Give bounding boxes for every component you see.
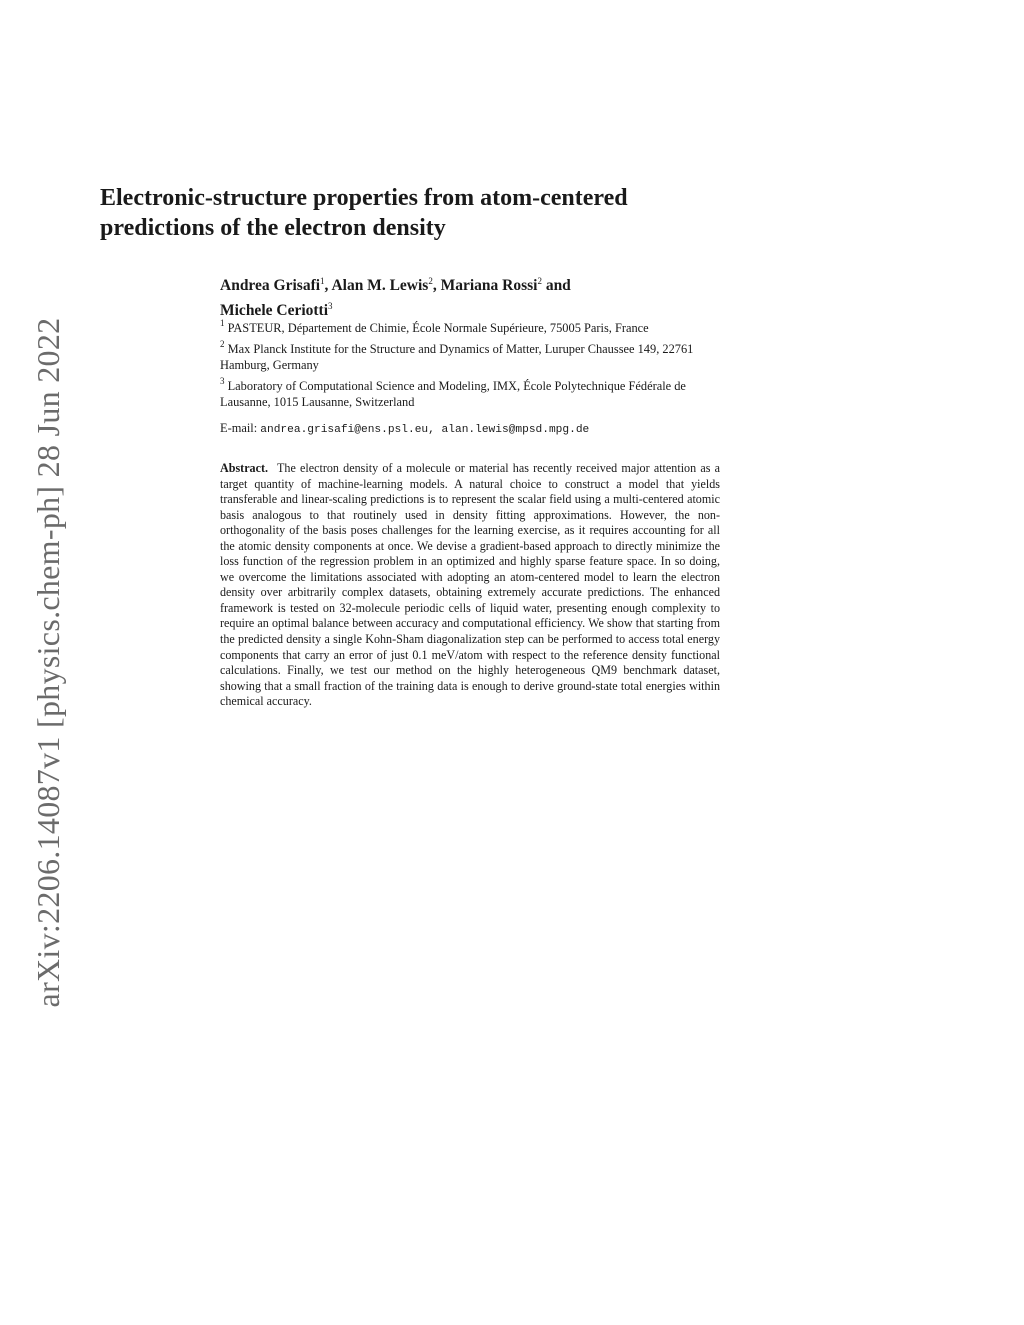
email-line [220, 420, 730, 438]
author-name: Alan M. Lewis [331, 277, 429, 294]
author-affil-mark: 3 [328, 301, 333, 311]
email-label: E-mail: [220, 421, 258, 435]
author-name: Andrea Grisafi [220, 277, 321, 294]
author-affil-mark: 2 [428, 276, 433, 286]
author [331, 277, 432, 294]
affiliation-number: 1 [220, 318, 225, 328]
author [441, 277, 542, 294]
affiliation-list [220, 315, 730, 410]
email-addresses: andrea.grisafi@ens.psl.eu, alan.lewis@mpsd.mpg.de [260, 424, 590, 436]
author-affil-mark: 1 [320, 276, 325, 286]
author-list [220, 271, 740, 321]
author-name: Michele Ceriotti [220, 302, 329, 319]
arxiv-identifier: arXiv:2206.14087v1 [physics.chem-ph] 28 Jun 2022 [30, 317, 66, 1008]
affiliation-text: Laboratory of Computational Science and Modeling, IMX, École Polytechnique Fédérale de Lausanne, 1015 Lausanne, Switzerland [220, 379, 686, 409]
author-separator: and [541, 277, 571, 294]
author-name: Mariana Rossi [440, 277, 538, 294]
author [220, 277, 325, 294]
author-separator: , [432, 277, 441, 294]
affiliation [220, 373, 730, 410]
affiliation-text: Max Planck Institute for the Structure and Dynamics of Matter, Luruper Chaussee 149, 22761 Hamburg, Germany [220, 342, 694, 372]
affiliation-number: 3 [220, 376, 225, 386]
affiliation-number: 2 [220, 339, 225, 349]
arxiv-side-stamp [28, 295, 68, 1030]
author-affil-mark: 2 [537, 276, 542, 286]
affiliation-text: PASTEUR, Département de Chimie, École Normale Supérieure, 75005 Paris, France [227, 321, 649, 335]
author-separator: , [324, 277, 332, 294]
abstract-label: Abstract. [220, 461, 269, 475]
abstract [220, 461, 720, 710]
affiliation [220, 336, 730, 373]
paper-title: Electronic-structure properties from atom-centered predictions of the electron density [100, 185, 628, 241]
abstract-text: The electron density of a molecule or material has recently received major attention as a target quantity of machine-learning models. A natural choice to construct a model that yields transferable and linear-scaling predictions is to represent the scalar field using a multi-centered atomic basis analogous to that routinely used in density fitting approximations. However, the non-orthogonality of the basis poses challenges for the learning exercise, as it requires accounting for all the atomic density components at once. We devise a gradient-based approach to directly minimize the loss function of the regression problem in an optimized and highly sparse feature space. In so doing, we overcome the limitations associated with adopting an atom-centered model to learn the electron density over arbitrarily complex datasets, obtaining extremely accurate predictions. The enhanced framework is tested on 32-molecule periodic cells of liquid water, presenting enough complexity to require an optimal balance between accuracy and computational efficiency. We show that starting from the predicted density a single Kohn-Sham diagonalization step can be performed to access total energy components that carry an error of just 0.1 meV/atom with respect to the reference density functional calculations. Finally, we test our method on the highly heterogeneous QM9 benchmark dataset, showing that a small fraction of the training data is enough to derive ground-state total energies within chemical accuracy. [220, 461, 720, 709]
affiliation [220, 315, 730, 336]
